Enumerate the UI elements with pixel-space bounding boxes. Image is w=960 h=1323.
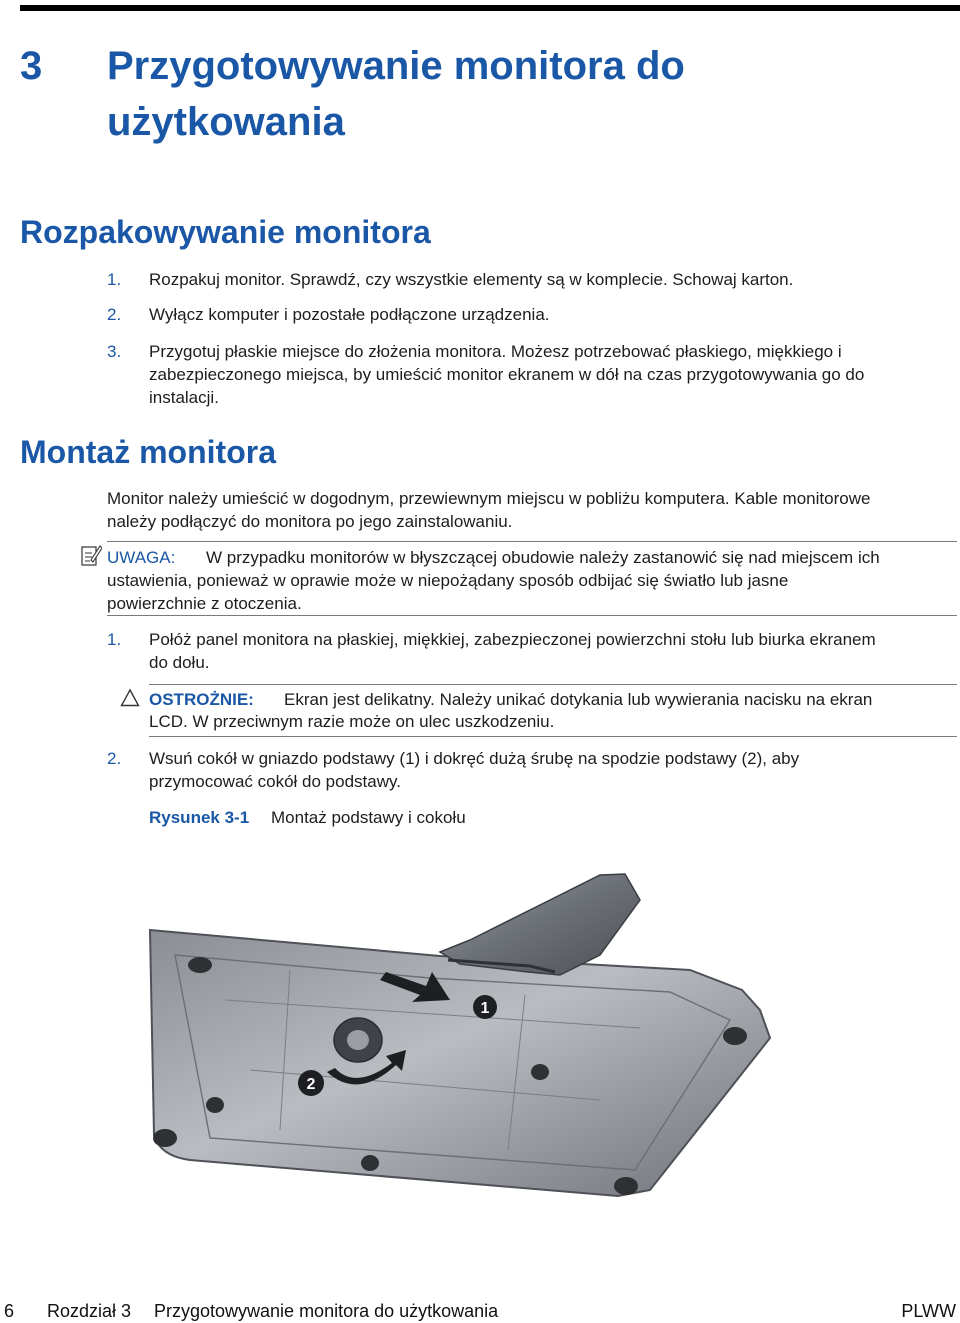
- step-text-line: przymocować cokół do podstawy.: [149, 772, 401, 791]
- header-rule: [20, 5, 960, 11]
- section-heading-unpacking: Rozpakowywanie monitora: [20, 214, 431, 250]
- note-top-rule: [107, 541, 957, 542]
- footer-code: PLWW: [901, 1301, 956, 1321]
- note-text-line: ustawienia, ponieważ w oprawie może w niepożądany sposób odbijać się światło lub jasne: [107, 571, 789, 590]
- caution-top-rule: [149, 684, 957, 685]
- stand-assembly-illustration: [130, 860, 870, 1205]
- figure-caption: Montaż podstawy i cokołu: [271, 808, 466, 827]
- step-text-line: do dołu.: [149, 653, 210, 672]
- step-text: Rozpakuj monitor. Sprawdź, czy wszystkie elementy są w komplecie. Schowaj karton.: [149, 270, 794, 289]
- step-number: 1.: [107, 630, 122, 649]
- step-text-line: Połóż panel monitora na płaskiej, miękkiej, zabezpieczonej powierzchni stołu lub biurka ekranem: [149, 630, 876, 649]
- intro-text-line: Monitor należy umieścić w dogodnym, przewiewnym miejscu w pobliżu komputera. Kable monitorowe: [107, 489, 871, 508]
- step-text-line: Przygotuj płaskie miejsce do złożenia monitora. Możesz potrzebować płaskiego, miękkiego i: [149, 342, 842, 361]
- note-text-line: powierzchnie z otoczenia.: [107, 594, 302, 613]
- step-number: 1.: [107, 270, 122, 289]
- footer-page-number: 6: [4, 1301, 15, 1321]
- step-text-line: instalacji.: [149, 388, 219, 407]
- chapter-number: 3: [20, 44, 43, 88]
- step-text-line: zabezpieczonego miejsca, by umieścić monitor ekranem w dół na czas przygotowywania go do: [149, 365, 865, 384]
- note-bottom-rule: [107, 615, 957, 616]
- step-number: 2.: [107, 749, 122, 768]
- step-number: 2.: [107, 305, 122, 324]
- step-text-line: Wsuń cokół w gniazdo podstawy (1) i dokręć dużą śrubę na spodzie podstawy (2), aby: [149, 749, 800, 768]
- intro-text-line: należy podłączyć do monitora po jego zainstalowaniu.: [107, 512, 513, 531]
- caution-text-line: LCD. W przeciwnym razie może on ulec uszkodzeniu.: [149, 712, 555, 731]
- note-text-line: W przypadku monitorów w błyszczącej obudowie należy zastanowić się nad miejscem ich: [206, 548, 880, 567]
- callout-1: 1: [480, 1000, 490, 1017]
- step-number: 3.: [107, 342, 122, 361]
- step-text: Wyłącz komputer i pozostałe podłączone urządzenia.: [149, 305, 550, 324]
- caution-bottom-rule: [149, 736, 957, 737]
- callout-2: 2: [306, 1076, 316, 1093]
- footer-title: Przygotowywanie monitora do użytkowania: [154, 1301, 499, 1321]
- caution-triangle-icon: [120, 688, 140, 708]
- footer-chapter: Rozdział 3: [47, 1301, 132, 1321]
- caution-label: OSTROŻNIE:: [149, 690, 254, 709]
- note-label: UWAGA:: [107, 548, 176, 567]
- figure-label: Rysunek 3-1: [149, 808, 250, 827]
- note-pencil-icon: [80, 543, 102, 567]
- section-heading-assembly: Montaż monitora: [20, 434, 276, 470]
- caution-text-line: Ekran jest delikatny. Należy unikać dotykania lub wywierania nacisku na ekran: [284, 690, 873, 709]
- chapter-title: Przygotowywanie monitora do użytkowania: [107, 44, 685, 144]
